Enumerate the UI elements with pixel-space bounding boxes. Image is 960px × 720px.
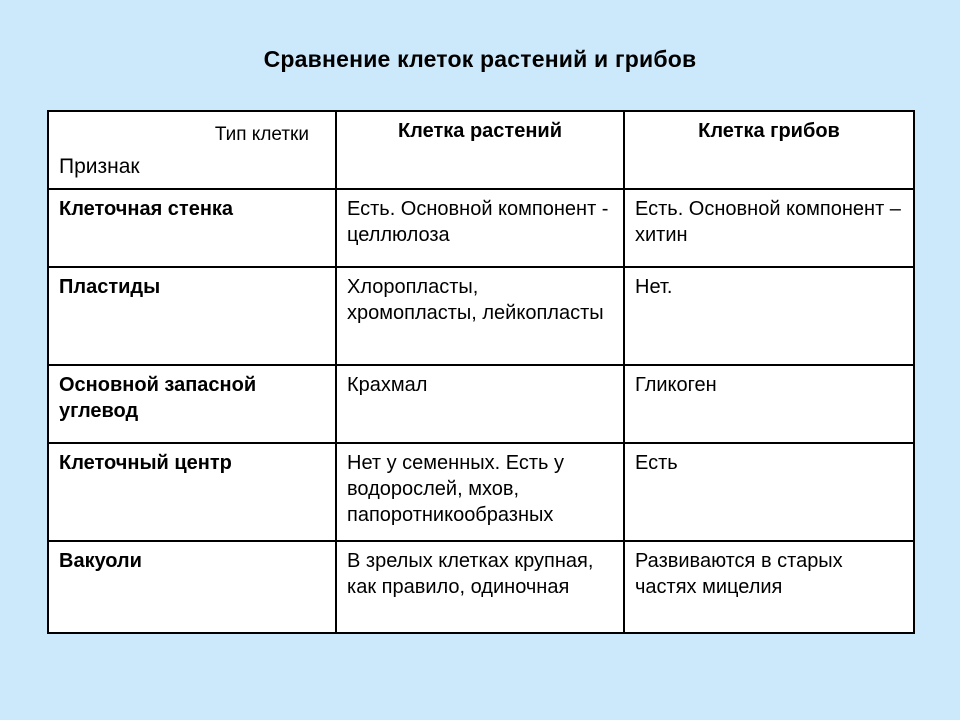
plant-cell: В зрелых клетках крупная, как правило, одиночная [336,541,624,633]
fungi-cell: Есть. Основной компонент – хитин [624,189,914,267]
table-header-row [48,111,914,189]
plant-cell: Нет у семенных. Есть у водорослей, мхов, папоротникообразных [336,443,624,541]
fungi-cell: Нет. [624,267,914,365]
plant-cell: Крахмал [336,365,624,443]
slide-title: Сравнение клеток растений и грибов [263,46,697,72]
column-header-plant: Клетка растений [336,111,624,189]
fungi-cell: Гликоген [624,365,914,443]
row-label: Основной запасной углевод [48,365,336,443]
row-label: Вакуоли [48,541,336,633]
row-label: Клеточный центр [48,443,336,541]
column-header-fungi: Клетка грибов [624,111,914,189]
row-label: Клеточная стенка [48,189,336,267]
table-row [48,267,914,365]
plant-cell: Хлоропласты, хромопласты, лейкопласты [336,267,624,365]
row-label: Пластиды [48,267,336,365]
table-row [48,443,914,541]
corner-cell-type-label: Тип клетки [214,124,309,145]
fungi-cell: Развиваются в старых частях мицелия [624,541,914,633]
corner-cell-attribute-label: Признак [59,155,140,178]
corner-cell [48,111,336,189]
table-row [48,365,914,443]
plant-cell: Есть. Основной компонент - целлюлоза [336,189,624,267]
fungi-cell: Есть [624,443,914,541]
table-row [48,541,914,633]
comparison-table [47,110,915,634]
table-row [48,189,914,267]
